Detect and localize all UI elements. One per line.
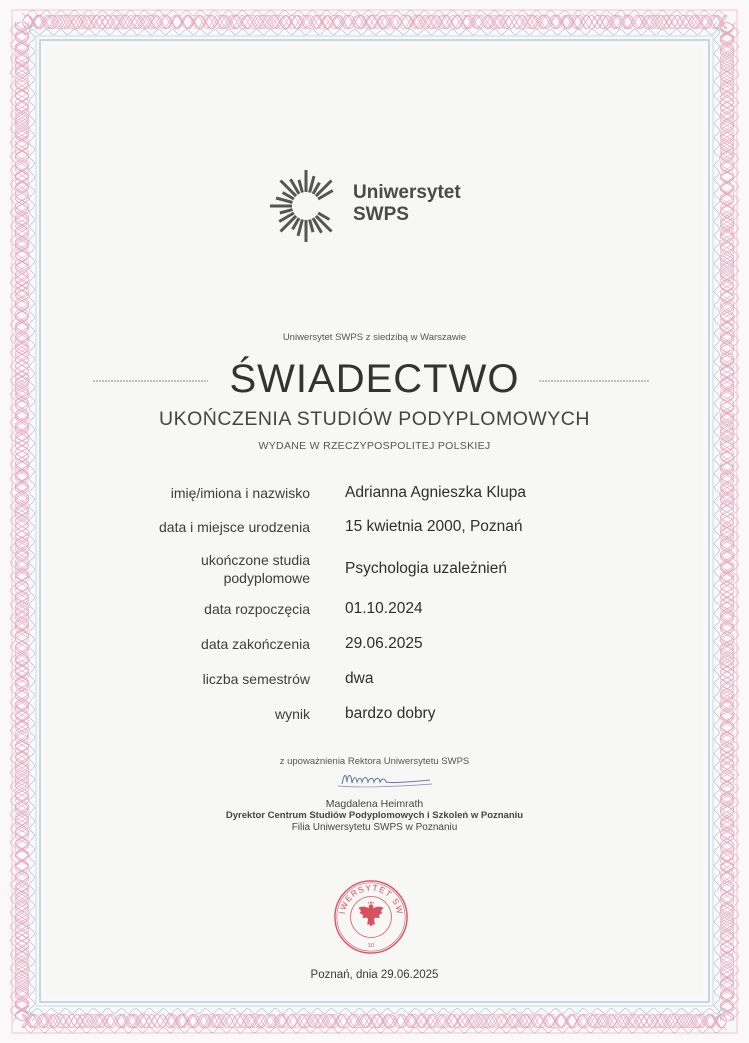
- signer-branch: Filia Uniwersytetu SWPS w Poznaniu: [291, 822, 458, 833]
- issued-in-line: WYDANE W RZECZYPOSPOLITEJ POLSKIEJ: [258, 440, 491, 452]
- field-value: Psychologia uzależnień: [345, 560, 507, 577]
- field-label: imię/imiona i nazwisko: [170, 485, 310, 501]
- university-logo: [268, 168, 508, 244]
- field-label-line1: ukończone studia: [201, 552, 310, 568]
- field-label: data i miejsce urodzenia: [159, 519, 310, 535]
- document-subtitle: UKOŃCZENIA STUDIÓW PODYPLOMOWYCH: [159, 408, 590, 430]
- field-label: liczba semestrów: [202, 671, 310, 687]
- field-label: [201, 551, 310, 587]
- university-seal: [332, 878, 410, 956]
- field-value: 01.10.2024: [345, 600, 423, 617]
- field-value: dwa: [345, 670, 374, 687]
- field-value: 15 kwietnia 2000, Poznań: [345, 518, 523, 535]
- issuer-line: Uniwersytet SWPS z siedzibą w Warszawie: [282, 332, 467, 343]
- swps-logo-icon: [268, 168, 344, 244]
- logo-text-line1: Uniwersytet: [353, 182, 461, 203]
- field-label-line2: podyplomowe: [223, 570, 310, 586]
- signer-name: Magdalena Heimrath: [325, 798, 424, 810]
- field-value: 29.06.2025: [345, 635, 423, 652]
- eagle-icon: [358, 901, 383, 926]
- place-and-date: Poznań, dnia 29.06.2025: [310, 969, 439, 981]
- signer-block: [0, 798, 749, 834]
- document-title: ŚWIADECTWO: [229, 357, 520, 401]
- seal-ring-text: IWERSYTET SW: [337, 883, 405, 916]
- authorization-line: z upoważnienia Rektora Uniwersytetu SWPS: [279, 756, 470, 767]
- field-value: bardzo dobry: [345, 705, 436, 722]
- field-label: wynik: [274, 706, 310, 722]
- field-value: Adrianna Agnieszka Klupa: [345, 484, 526, 501]
- logo-text-line2: SWPS: [353, 204, 409, 225]
- field-label: data rozpoczęcia: [204, 601, 310, 617]
- signer-position: Dyrektor Centrum Studiów Podyplomowych i Szkoleń w Poznaniu: [225, 810, 524, 821]
- handwritten-signature: [330, 764, 440, 794]
- seal-number: 10: [367, 943, 375, 950]
- field-label: data zakończenia: [201, 636, 310, 652]
